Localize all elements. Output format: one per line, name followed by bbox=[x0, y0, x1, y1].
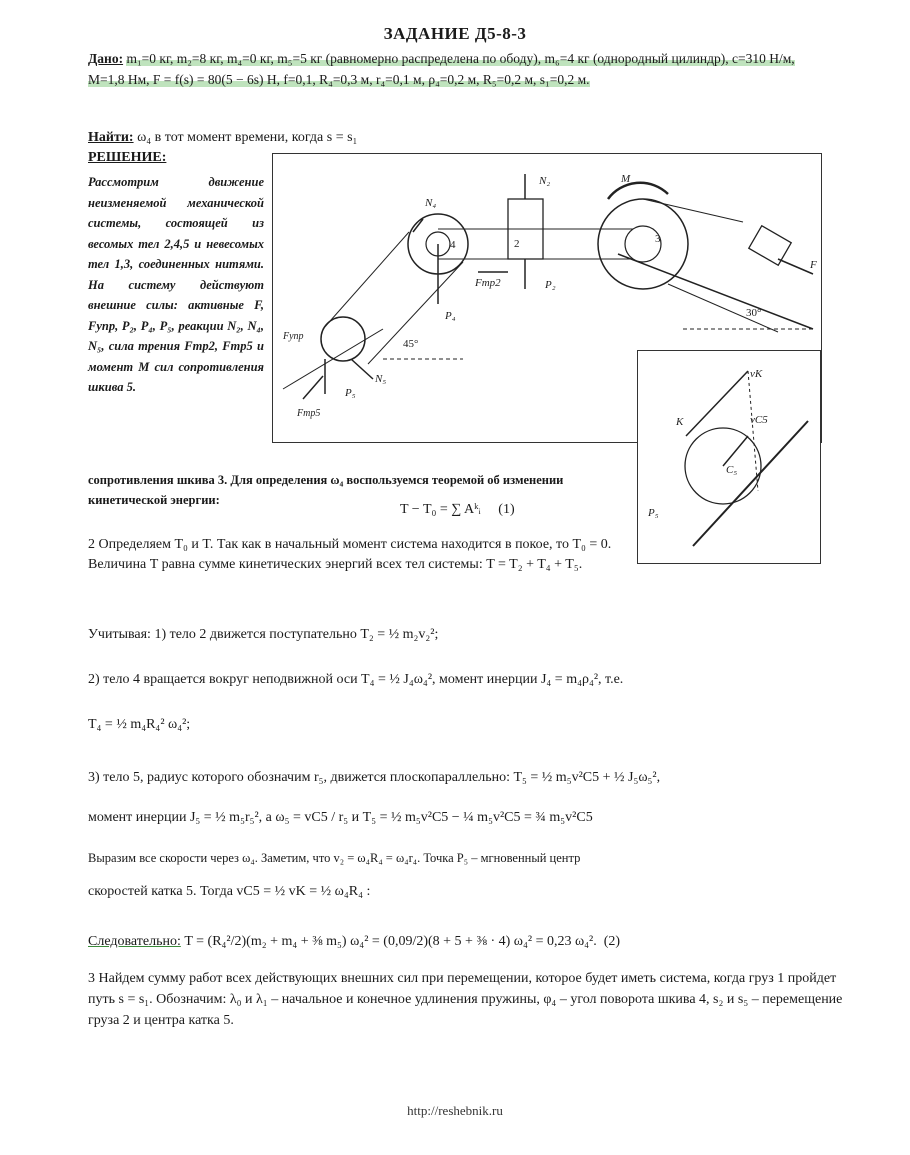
result-label: Следовательно: bbox=[88, 934, 181, 949]
para-body4: 2) тело 4 вращается вокруг неподвижной оси T₄ = ½ J₄ω₄², момент инерции J₄ = m₄ρ₄², т.е. bbox=[88, 672, 624, 687]
c5-label: C₅ bbox=[726, 464, 738, 476]
rope-to-block bbox=[643, 199, 743, 222]
para-body2: Учитывая: 1) тело 2 движется поступательно T₂ = ½ m₂v₂²; bbox=[88, 627, 439, 642]
p5-label: P₅ bbox=[345, 387, 356, 399]
given-text: m₁=0 кг, m₂=8 кг, m₄=0 кг, m₅=5 кг (равномерно распределена по ободу), m₆=4 кг (однородный цилиндр), c=310 Н/м, M=1,8 Нм, F = f(s) = 80(5 − 6s) Н, f=0,1, R₄=0,3 м, r₄=0,1 м, ρ₄=0,2 м, R₅=0,2 м, s₁=0,2 м. bbox=[88, 51, 795, 87]
pulley-3-outer bbox=[598, 199, 688, 289]
given-block bbox=[88, 48, 828, 90]
velocity-inset-diagram bbox=[637, 350, 821, 564]
fupr-label: Fупр bbox=[283, 331, 304, 342]
para-body5: 3) тело 5, радиус которого обозначим r₅, движется плоскопараллельно: T₅ = ½ m₅v²C5 + ½ J₅ω₅², bbox=[88, 770, 661, 785]
vk-label: vK bbox=[750, 368, 763, 380]
result-number: (2) bbox=[603, 934, 621, 949]
para-t4: T₄ = ½ m₄R₄² ω₄²; bbox=[88, 717, 191, 732]
vc5-arrow bbox=[723, 436, 748, 466]
block-2-number: 2 bbox=[514, 238, 520, 250]
moment-label: M bbox=[621, 173, 631, 185]
equation-1-text: T − T₀ = ∑ Aᵏᵢ bbox=[400, 502, 481, 517]
k-label: K bbox=[676, 416, 684, 428]
equation-1-number: (1) bbox=[498, 502, 515, 517]
n5-label: N₅ bbox=[375, 373, 387, 385]
p2-label: P₂ bbox=[545, 279, 556, 291]
pulley-3-number: 3 bbox=[655, 233, 661, 245]
para-work: 3 Найдем сумму работ всех действующих внешних сил при перемещении, которое будет иметь система, когда груз 1 пройдет путь s = s₁. Обозначим: λ₀ и λ₁ – начальное и конечное удлинения пружины, φ₄ – угол поворота шкива 4, s₂ и s₅ – перемещение груза 2 и центра катка 5. bbox=[88, 971, 843, 1028]
p5-inset-label: P₅ bbox=[648, 507, 659, 519]
inset-svg bbox=[638, 351, 819, 562]
moment-arc bbox=[608, 183, 668, 199]
intro-paragraph: Рассмотрим движение неизменяемой механической системы, состоящей из весомых тел 2,4,5 и невесомых тел 1,3, соединенных нитями. На систему действуют внешние силы: активные F, Fупр, P₂, P₄, P₅, реакции N₂, N₄, N₅, сила трения Fтр2, Fтр5 и момент M сил сопротивления шкива 5. bbox=[88, 175, 264, 394]
para-energy: 2 Определяем T₀ и T. Так как в начальный момент система находится в покое, то T₀ = 0. Величина T равна сумме кинетических энергий всех тел системы: T = T₂ + T₄ + T₅. bbox=[88, 537, 612, 572]
para-vc5: скоростей катка 5. Тогда vC5 = ½ vK = ½ ω₄R₄ : bbox=[88, 884, 371, 899]
ftr2-label: Fтр2 bbox=[475, 277, 501, 289]
ftr5-label: Fтр5 bbox=[297, 408, 321, 419]
find-block bbox=[88, 130, 357, 146]
para-velocities: Выразим все скорости через ω₄. Заметим, что v₂ = ω₄R₄ = ω₄r₄. Точка P₅ – мгновенный центр bbox=[88, 851, 581, 865]
force-f-label: F bbox=[810, 259, 817, 271]
footer-url[interactable]: http://reshebnik.ru bbox=[407, 1103, 503, 1118]
angle-30-label: 30° bbox=[746, 307, 762, 319]
find-text: ω₄ в тот момент времени, когда s = s₁ bbox=[137, 130, 358, 145]
solution-heading: РЕШЕНИЕ: bbox=[88, 150, 167, 165]
vc5-label: vC5 bbox=[750, 414, 768, 426]
para-theorem: сопротивления шкива 3. Для определения ω₄ воспользуемся теоремой об изменении кинетической энергии: bbox=[88, 473, 564, 507]
find-label: Найти: bbox=[88, 130, 134, 145]
para-result bbox=[88, 932, 848, 952]
pulley-4-number: 4 bbox=[450, 239, 456, 251]
n4-label: N₄ bbox=[425, 197, 437, 209]
equation-1 bbox=[400, 500, 600, 520]
p4-label: P₄ bbox=[445, 310, 456, 322]
rope-lower bbox=[668, 284, 778, 332]
angle-45-label: 45° bbox=[403, 338, 419, 350]
force-f-arrow bbox=[778, 259, 813, 274]
task-title: ЗАДАНИЕ Д5-8-3 bbox=[383, 24, 527, 43]
given-label: Дано: bbox=[88, 51, 124, 66]
result-formula: T = (R₄²/2)(m₂ + m₄ + ⅜ m₅) ω₄² = (0,09/2)(8 + 5 + ⅜ · 4) ω₄² = 0,23 ω₄². bbox=[184, 934, 597, 949]
rope-incline-a bbox=[323, 232, 409, 329]
ftr5-arrow bbox=[303, 376, 323, 399]
vk-arrow bbox=[686, 371, 748, 436]
incline-right bbox=[618, 254, 813, 329]
block-on-incline bbox=[749, 226, 791, 266]
n2-label: N₂ bbox=[539, 175, 551, 187]
roller-5 bbox=[321, 317, 365, 361]
para-inertia5: момент инерции J₅ = ½ m₅r₅², а ω₅ = vC5 / r₅ и T₅ = ½ m₅v²C5 − ¼ m₅v²C5 = ¾ m₅v²C5 bbox=[88, 810, 593, 825]
inset-guide bbox=[748, 371, 758, 491]
